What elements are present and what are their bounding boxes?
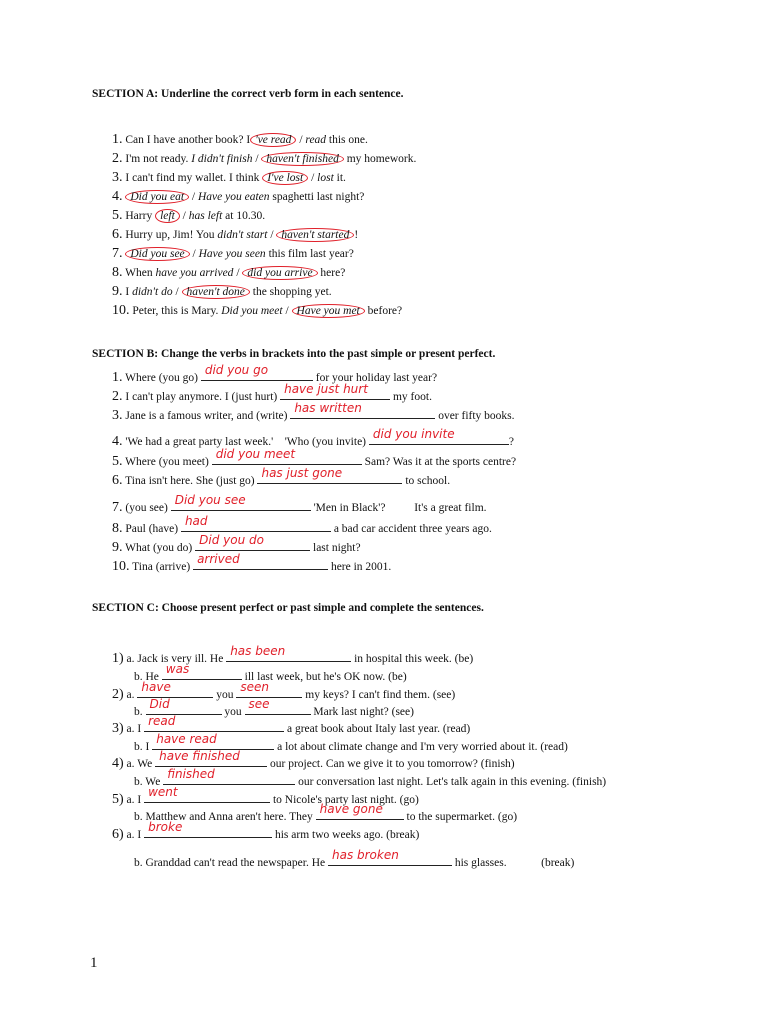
item-text: b. We bbox=[134, 776, 161, 788]
option-a: didn't start bbox=[217, 229, 268, 241]
item-text: Jane is a famous writer, and (write) bbox=[125, 410, 288, 422]
item-number: 3. bbox=[112, 170, 123, 185]
section-b-item bbox=[112, 363, 438, 386]
section-a-item bbox=[112, 265, 345, 281]
option-b: has left bbox=[188, 210, 223, 222]
separator: / bbox=[179, 210, 189, 222]
separator: / bbox=[189, 248, 199, 260]
item-text: b. Granddad can't read the newspaper. He bbox=[134, 857, 326, 869]
section-b-item bbox=[112, 514, 492, 537]
item-text: Mark last night? (see) bbox=[313, 706, 414, 718]
item-number: 4. bbox=[112, 189, 123, 204]
answer-blank bbox=[163, 767, 295, 785]
item-text: here in 2001. bbox=[330, 561, 392, 573]
option-b: did you arrive bbox=[247, 267, 313, 279]
item-text: it. bbox=[333, 172, 346, 184]
item-text: at 10.30. bbox=[222, 210, 266, 222]
separator: / bbox=[233, 267, 243, 279]
option-b: lost bbox=[317, 172, 334, 184]
item-text: What (you do) bbox=[125, 542, 193, 554]
section-c-item bbox=[134, 697, 414, 718]
separator: / bbox=[252, 153, 262, 165]
item-text: b. I bbox=[134, 741, 150, 753]
item-text: to the supermarket. (go) bbox=[406, 811, 518, 823]
item-text: this film last year? bbox=[265, 248, 354, 260]
handwritten-answer: finished bbox=[167, 767, 215, 781]
item-text: in hospital this week. (be) bbox=[354, 653, 474, 665]
handwritten-answer: have gone bbox=[319, 802, 383, 816]
handwritten-answer: has written bbox=[294, 401, 362, 415]
option-b: haven't started bbox=[281, 229, 350, 241]
item-number: 5. bbox=[112, 208, 123, 223]
option-a: didn't do bbox=[132, 286, 173, 298]
item-text: Tina (arrive) bbox=[132, 561, 191, 573]
option-b: Have you seen bbox=[198, 248, 266, 260]
handwritten-answer: seen bbox=[240, 680, 270, 694]
item-number: 8. bbox=[112, 521, 123, 536]
handwritten-answer: has broken bbox=[331, 848, 399, 862]
item-text: my foot. bbox=[392, 391, 432, 403]
item-text: the shopping yet. bbox=[249, 286, 332, 298]
answer-blank bbox=[144, 820, 272, 838]
item-text: to school. bbox=[405, 475, 451, 487]
item-text: a. I bbox=[126, 794, 142, 806]
handwritten-answer: has been bbox=[230, 644, 286, 658]
option-b: haven't done bbox=[186, 286, 245, 298]
item-number: 4) bbox=[112, 756, 124, 771]
section-c-item bbox=[134, 802, 518, 823]
item-text: a lot about climate change and I'm very worried about it. (read) bbox=[277, 741, 568, 753]
item-text: 'We had a great party last week.' 'Who (you invite) bbox=[125, 436, 367, 448]
item-text: to Nicole's party last night. (go) bbox=[272, 794, 419, 806]
item-number: 5. bbox=[112, 454, 123, 469]
item-number: 6. bbox=[112, 473, 123, 488]
answer-blank bbox=[171, 493, 311, 511]
section-b-title: SECTION B: Change the verbs in brackets into the past simple or present perfect. bbox=[92, 348, 496, 360]
handwritten-answer: has just gone bbox=[261, 466, 343, 480]
item-text: a. I bbox=[126, 829, 142, 841]
option-a: have you arrived bbox=[155, 267, 234, 279]
separator: / bbox=[282, 305, 292, 317]
section-a-item bbox=[112, 284, 332, 300]
item-text: b. He bbox=[134, 671, 159, 683]
handwritten-answer: have finished bbox=[159, 749, 240, 763]
option-b: Have you met bbox=[296, 305, 360, 317]
item-text: I can't find my wallet. I think bbox=[125, 172, 260, 184]
item-number: 3. bbox=[112, 408, 123, 423]
item-number: 1. bbox=[112, 132, 123, 147]
section-b-item bbox=[112, 427, 514, 450]
item-text: our project. Can we give it to you tomorrow? (finish) bbox=[269, 758, 515, 770]
answer-blank bbox=[152, 732, 274, 750]
handwritten-answer: Did you see bbox=[174, 493, 246, 507]
separator: / bbox=[267, 229, 277, 241]
handwritten-answer: arrived bbox=[197, 552, 240, 566]
item-text: our conversation last night. Let's talk again in this evening. (finish) bbox=[298, 776, 607, 788]
section-a-item bbox=[112, 189, 364, 205]
answer-blank bbox=[257, 466, 402, 484]
item-text: here? bbox=[317, 267, 346, 279]
answer-blank bbox=[236, 680, 302, 698]
section-b-item bbox=[112, 401, 515, 424]
option-a: Did you meet bbox=[221, 305, 283, 317]
section-a-item bbox=[112, 227, 358, 243]
item-number: 4. bbox=[112, 434, 123, 449]
section-b-item bbox=[112, 466, 451, 489]
item-number: 3) bbox=[112, 721, 124, 736]
answer-blank bbox=[280, 382, 390, 400]
section-a-item bbox=[112, 208, 265, 224]
item-text: (you see) bbox=[125, 502, 168, 514]
handwritten-answer: see bbox=[248, 697, 270, 711]
handwritten-answer: did you go bbox=[204, 363, 269, 377]
item-text: When bbox=[125, 267, 153, 279]
answer-blank bbox=[369, 427, 509, 445]
answer-blank bbox=[328, 848, 452, 866]
item-text: for your holiday last year? bbox=[315, 372, 438, 384]
item-number: 1) bbox=[112, 651, 124, 666]
option-b: Have you eaten bbox=[197, 191, 270, 203]
handwritten-answer: went bbox=[148, 785, 178, 799]
item-text: ? bbox=[508, 436, 514, 448]
page-number: 1 bbox=[90, 955, 98, 971]
answer-blank bbox=[193, 552, 328, 570]
item-number: 7. bbox=[112, 500, 123, 515]
answer-blank bbox=[316, 802, 404, 820]
answer-blank bbox=[162, 662, 242, 680]
section-b-item bbox=[112, 382, 432, 405]
section-a-item bbox=[112, 132, 368, 148]
section-c-item bbox=[112, 820, 420, 843]
handwritten-answer: have read bbox=[156, 732, 217, 746]
item-number: 1. bbox=[112, 370, 123, 385]
handwritten-answer: was bbox=[165, 662, 190, 676]
answer-blank bbox=[290, 401, 435, 419]
handwritten-answer: did you meet bbox=[215, 447, 296, 461]
item-text: ill last week, but he's OK now. (be) bbox=[244, 671, 407, 683]
handwritten-answer: read bbox=[148, 714, 176, 728]
item-number: 6) bbox=[112, 827, 124, 842]
answer-blank bbox=[212, 447, 362, 465]
item-text: I can't play anymore. I (just hurt) bbox=[125, 391, 278, 403]
item-number: 8. bbox=[112, 265, 123, 280]
item-text: his arm two weeks ago. (break) bbox=[274, 829, 420, 841]
item-number: 10. bbox=[112, 559, 130, 574]
item-number: 2) bbox=[112, 687, 124, 702]
item-text: Harry bbox=[125, 210, 153, 222]
section-c-item bbox=[134, 662, 407, 683]
item-text: Tina isn't here. She (just go) bbox=[125, 475, 255, 487]
answer-blank bbox=[245, 697, 311, 715]
option-a: left bbox=[160, 210, 175, 222]
section-a-item bbox=[112, 246, 354, 262]
separator: / bbox=[296, 134, 306, 146]
section-a-item bbox=[112, 170, 346, 186]
separator: / bbox=[172, 286, 182, 298]
answer-blank bbox=[146, 697, 222, 715]
item-text: Hurry up, Jim! You bbox=[125, 229, 215, 241]
item-text: a great book about Italy last year. (read) bbox=[286, 723, 471, 735]
item-text: spaghetti last night? bbox=[269, 191, 365, 203]
section-a-item bbox=[112, 151, 416, 167]
section-c-item bbox=[134, 767, 607, 788]
answer-blank bbox=[155, 749, 267, 767]
item-number: 10. bbox=[112, 303, 130, 318]
handwritten-answer: Did bbox=[149, 697, 170, 711]
option-a: 've read bbox=[255, 134, 292, 146]
option-a: I've lost bbox=[267, 172, 304, 184]
answer-blank bbox=[201, 363, 313, 381]
section-b-item bbox=[112, 552, 392, 575]
item-text: a bad car accident three years ago. bbox=[333, 523, 492, 535]
item-text: a. Jack is very ill. He bbox=[126, 653, 224, 665]
answer-blank bbox=[144, 785, 270, 803]
answer-blank bbox=[144, 714, 284, 732]
item-number: 2. bbox=[112, 151, 123, 166]
section-c-title: SECTION C: Choose present perfect or past simple and complete the sentences. bbox=[92, 602, 484, 614]
option-a: Did you see bbox=[130, 248, 185, 260]
item-text: before? bbox=[364, 305, 403, 317]
option-a: I didn't finish bbox=[191, 153, 253, 165]
item-text: you bbox=[216, 689, 234, 701]
item-text: b. Matthew and Anna aren't here. They bbox=[134, 811, 313, 823]
separator: / bbox=[308, 172, 318, 184]
section-b-item bbox=[112, 493, 487, 516]
item-number: 7. bbox=[112, 246, 123, 261]
answer-blank bbox=[195, 533, 310, 551]
item-text: last night? bbox=[313, 542, 361, 554]
item-number: 9. bbox=[112, 540, 123, 555]
answer-blank bbox=[181, 514, 331, 532]
item-text: Can I have another book? I bbox=[125, 134, 251, 146]
item-number: 6. bbox=[112, 227, 123, 242]
item-text: Peter, this is Mary. bbox=[132, 305, 219, 317]
section-a-title: SECTION A: Underline the correct verb form in each sentence. bbox=[92, 88, 404, 100]
handwritten-answer: had bbox=[184, 514, 208, 528]
item-text: a. bbox=[126, 689, 135, 701]
item-text: this one. bbox=[326, 134, 368, 146]
item-number: 9. bbox=[112, 284, 123, 299]
answer-blank bbox=[226, 644, 351, 662]
section-c-item bbox=[134, 848, 575, 869]
item-text: my keys? I can't find them. (see) bbox=[305, 689, 456, 701]
option-a: Did you eat bbox=[130, 191, 185, 203]
item-text: you bbox=[224, 706, 242, 718]
item-text: his glasses. (break) bbox=[454, 857, 575, 869]
item-text: a. We bbox=[126, 758, 153, 770]
option-b: read bbox=[305, 134, 327, 146]
item-text: I bbox=[125, 286, 130, 298]
separator: / bbox=[189, 191, 198, 203]
handwritten-answer: did you invite bbox=[372, 427, 455, 441]
item-number: 5) bbox=[112, 792, 124, 807]
item-text: Paul (have) bbox=[125, 523, 179, 535]
item-text: Where (you meet) bbox=[125, 456, 209, 468]
item-text: my homework. bbox=[343, 153, 417, 165]
item-text: ! bbox=[354, 229, 359, 241]
item-text: 'Men in Black'? It's a great film. bbox=[313, 502, 487, 514]
option-b: haven't finished bbox=[266, 153, 339, 165]
item-text: I'm not ready. bbox=[125, 153, 189, 165]
item-text: Where (you go) bbox=[125, 372, 198, 384]
item-text: b. bbox=[134, 706, 143, 718]
item-text: Sam? Was it at the sports centre? bbox=[364, 456, 517, 468]
handwritten-answer: Did you do bbox=[199, 533, 264, 547]
handwritten-answer: have just hurt bbox=[284, 382, 368, 396]
answer-blank bbox=[137, 680, 213, 698]
item-number: 2. bbox=[112, 389, 123, 404]
item-text: a. I bbox=[126, 723, 142, 735]
section-a-item bbox=[112, 303, 402, 319]
item-text: over fifty books. bbox=[438, 410, 515, 422]
handwritten-answer: have bbox=[141, 680, 171, 694]
handwritten-answer: broke bbox=[148, 820, 183, 834]
